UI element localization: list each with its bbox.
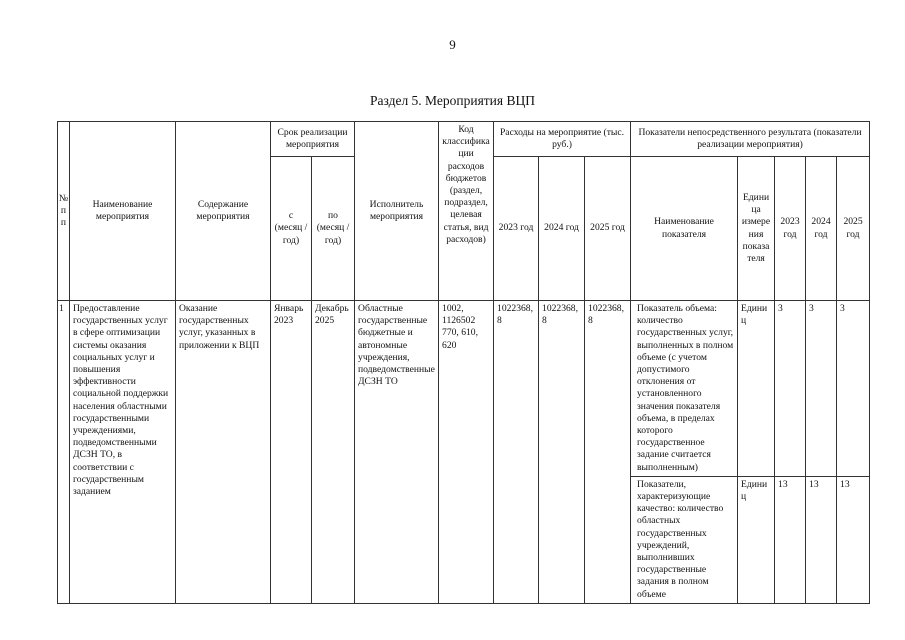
row-from: Январь 2023 — [271, 301, 312, 604]
indicator-2023-1: 3 — [775, 301, 806, 477]
header-ind-2025: 2025 год — [837, 157, 870, 301]
indicator-unit-2: Единиц — [738, 476, 775, 603]
header-row-top — [58, 122, 870, 157]
header-exp-2024: 2024 год — [539, 157, 585, 301]
header-code: Код классификации расходов бюджетов (раздел, подраздел, целевая статья, вид расходов) — [439, 122, 494, 301]
header-expenses: Расходы на мероприятие (тыс. руб.) — [494, 122, 631, 157]
row-content: Оказание государственных услуг, указанных в приложении к ВЦП — [176, 301, 271, 604]
header-ind-unit: Единица измерения показателя — [738, 157, 775, 301]
row-name: Предоставление государственных услуг в сфере оптимизации системы оказания социальных услуг и повышения эффективности социальной поддержки населения областными государственными учреждениями, подведомственными ДСЗН ТО, в соответствии с государственным заданием — [70, 301, 176, 604]
page-number: 9 — [449, 37, 456, 52]
header-indicators: Показатели непосредственного результата (показатели реализации мероприятия) — [631, 122, 870, 157]
indicator-unit-1: Единиц — [738, 301, 775, 477]
header-exp-2023: 2023 год — [494, 157, 539, 301]
header-ind-name: Наименование показателя — [631, 157, 738, 301]
header-period-from: с (месяц / год) — [271, 157, 312, 301]
header-ind-2024: 2024 год — [806, 157, 837, 301]
indicator-name-2: Показатели, характеризующие качество: количество областных государственных учреждений, выполнивших государственные задания в полном объеме — [631, 476, 738, 603]
indicator-2025-2: 13 — [837, 476, 870, 603]
indicator-2023-2: 13 — [775, 476, 806, 603]
row-executor: Областные государственные бюджетные и автономные учреждения, подведомственные ДСЗН ТО — [355, 301, 439, 604]
row-exp-2025: 1022368,8 — [585, 301, 631, 604]
row-to: Декабрь 2025 — [312, 301, 355, 604]
indicator-name-1: Показатель объема: количество государственных услуг, выполненных в полном объеме (с учетом допустимого отклонения от установленного значения показателя объема, в пределах которого государственное задание считается выполненным) — [631, 301, 738, 477]
header-period: Срок реализации мероприятия — [271, 122, 355, 157]
section-title: Раздел 5. Мероприятия ВЦП — [370, 93, 535, 108]
activities-table — [57, 121, 870, 604]
indicator-2024-2: 13 — [806, 476, 837, 603]
row-exp-2023: 1022368,8 — [494, 301, 539, 604]
header-period-to: по (месяц / год) — [312, 157, 355, 301]
row-exp-2024: 1022368,8 — [539, 301, 585, 604]
indicator-2025-1: 3 — [837, 301, 870, 477]
header-num: № п п — [58, 122, 70, 301]
row-num: 1 — [58, 301, 70, 604]
header-name: Наименование мероприятия — [70, 122, 176, 301]
header-ind-2023: 2023 год — [775, 157, 806, 301]
row-code: 1002, 1126502 770, 610, 620 — [439, 301, 494, 604]
indicator-2024-1: 3 — [806, 301, 837, 477]
table-row — [58, 301, 870, 477]
header-executor: Исполнитель мероприятия — [355, 122, 439, 301]
header-content: Содержание мероприятия — [176, 122, 271, 301]
header-exp-2025: 2025 год — [585, 157, 631, 301]
